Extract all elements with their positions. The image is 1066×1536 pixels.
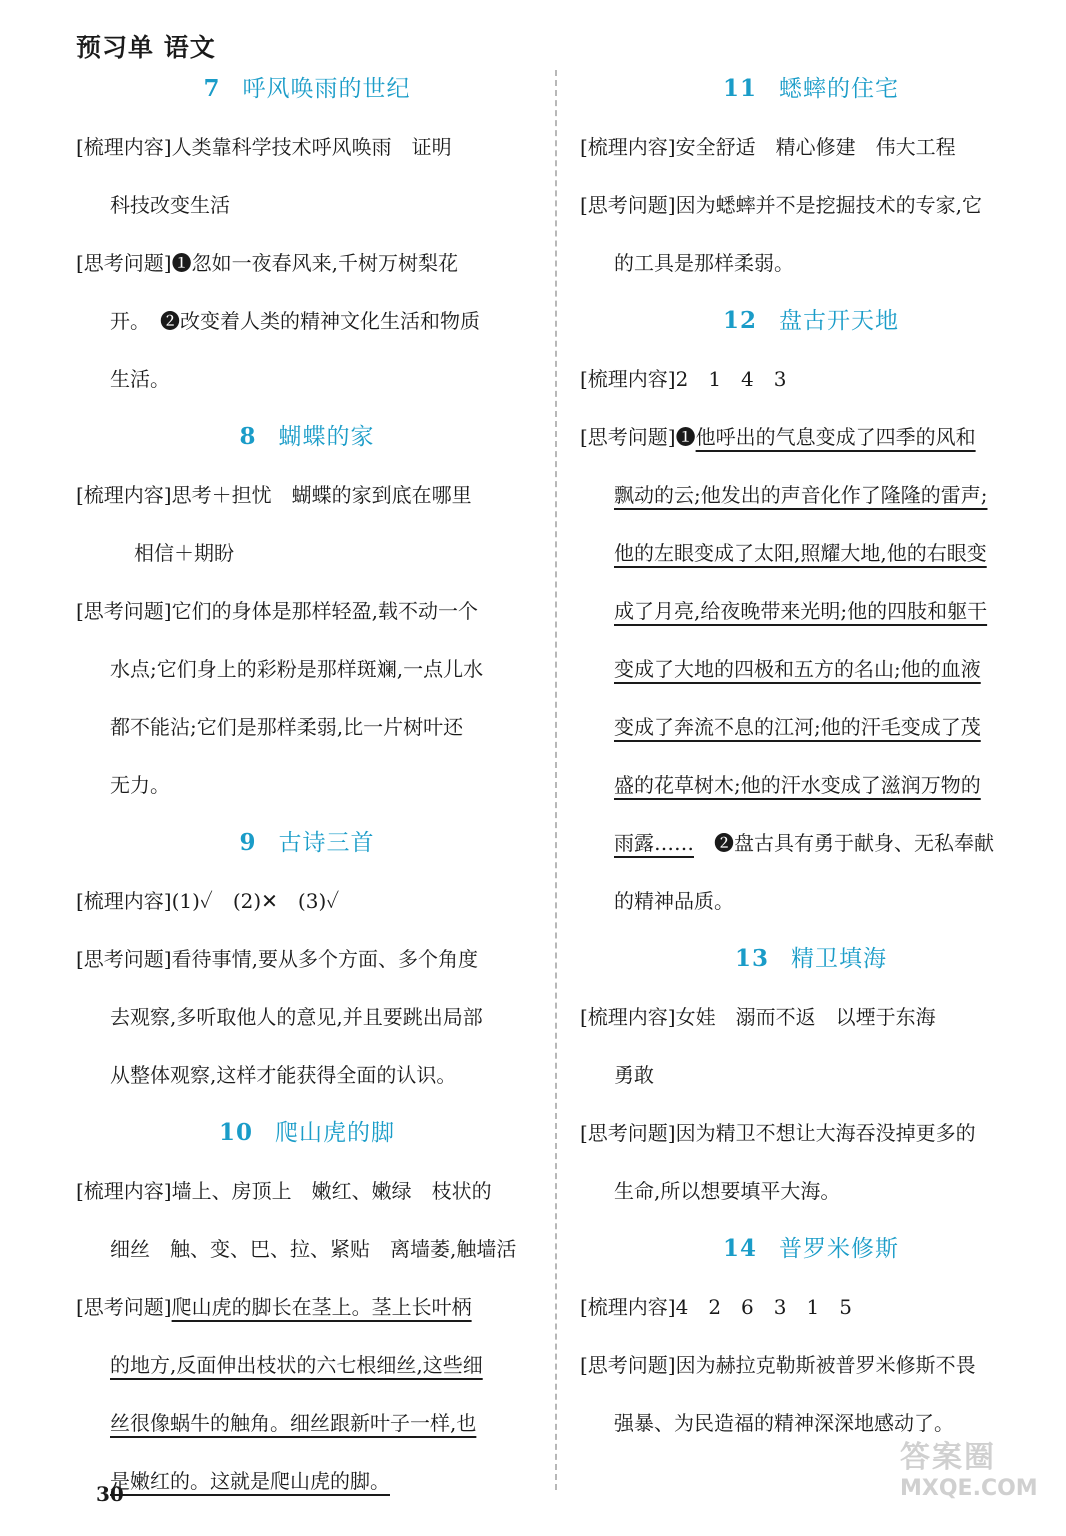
watermark-logo bbox=[900, 1432, 1050, 1522]
text-line: 雨露…… ❷盘古具有勇于献身、无私奉献 bbox=[614, 831, 994, 855]
text-line: 强暴、为民造福的精神深深地感动了。 bbox=[614, 1411, 954, 1435]
question-tag: [思考问题] bbox=[76, 1295, 172, 1319]
underlined-answer: 的地方,反面伸出枝状的六七根细丝,这些细 bbox=[110, 1353, 483, 1377]
text-line: [梳理内容]安全舒适 精心修建 伟大工程 bbox=[580, 135, 956, 159]
section-title-8: 8 蝴蝶的家 bbox=[239, 423, 375, 450]
text-line: 水点;它们身上的彩粉是那样斑斓,一点儿水 bbox=[110, 657, 484, 681]
underlined-answer: 丝很像蜗牛的触角。细丝跟新叶子一样,也 bbox=[110, 1411, 477, 1435]
section-title-11: 11 蟋蟀的住宅 bbox=[722, 75, 899, 102]
watermark-url: MXQE.COM bbox=[900, 1476, 1038, 1501]
underlined-answer: 雨露…… bbox=[614, 831, 694, 855]
text-line: [梳理内容](1)✓ (2)✕ (3)✓ bbox=[76, 889, 340, 913]
text-line bbox=[580, 524, 1042, 582]
underlined-answer: 变成了奔流不息的江河;他的汗毛变成了茂 bbox=[614, 715, 981, 739]
text-line: 细丝 触、变、巴、拉、紧贴 离墙萎,触墙活 bbox=[110, 1237, 517, 1261]
text-line: [梳理内容]2 1 4 3 bbox=[580, 367, 787, 391]
text-line: [梳理内容]人类靠科学技术呼风唤雨 证明 bbox=[76, 135, 452, 159]
text-line: 无力。 bbox=[110, 773, 170, 797]
text-line bbox=[580, 698, 1042, 756]
right-column bbox=[580, 60, 1042, 1452]
text-line: 的精神品质。 bbox=[614, 889, 734, 913]
text-line: 开。 ❷改变着人类的精神文化生活和物质 bbox=[110, 309, 480, 333]
text-line: [梳理内容]4 2 6 3 1 5 bbox=[580, 1295, 852, 1319]
text-line bbox=[76, 1394, 538, 1452]
section-title-9: 9 古诗三首 bbox=[239, 829, 375, 856]
underlined-answer: 他呼出的气息变成了四季的风和 bbox=[695, 425, 976, 449]
text-line: [梳理内容]思考＋担忧 蝴蝶的家到底在哪里 bbox=[76, 483, 472, 507]
section-title-13: 13 精卫填海 bbox=[734, 945, 887, 972]
text-line: [梳理内容]女娃 溺而不返 以堙于东海 bbox=[580, 1005, 936, 1029]
text-line bbox=[580, 582, 1042, 640]
text-line bbox=[580, 408, 1042, 466]
underlined-answer: 是嫩红的。这就是爬山虎的脚。 bbox=[110, 1469, 390, 1493]
underlined-answer: 飘动的云;他发出的声音化作了隆隆的雷声; bbox=[614, 483, 988, 507]
text-line: [思考问题]看待事情,要从多个方面、多个角度 bbox=[76, 947, 478, 971]
text-line: 科技改变生活 bbox=[110, 193, 230, 217]
text-line: [思考问题]它们的身体是那样轻盈,载不动一个 bbox=[76, 599, 478, 623]
underlined-answer: 爬山虎的脚长在茎上。茎上长叶柄 bbox=[171, 1295, 472, 1319]
section-title-14: 14 普罗米修斯 bbox=[722, 1235, 899, 1262]
underlined-answer: 成了月亮,给夜晚带来光明;他的四肢和躯干 bbox=[614, 599, 988, 623]
question-tag: [思考问题]❶ bbox=[580, 425, 696, 449]
text-line bbox=[580, 756, 1042, 814]
text-line bbox=[76, 1452, 538, 1510]
text-line: 勇敢 bbox=[614, 1063, 654, 1087]
text-line bbox=[76, 1278, 538, 1336]
text-line: 相信＋期盼 bbox=[134, 541, 234, 565]
page-header-title: 预习单 语文 bbox=[76, 33, 216, 62]
text-line: 生活。 bbox=[110, 367, 170, 391]
text-line: [梳理内容]墙上、房顶上 嫩红、嫩绿 枝状的 bbox=[76, 1179, 492, 1203]
text-line: [思考问题]因为蟋蟀并不是挖掘技术的专家,它 bbox=[580, 193, 982, 217]
text-line bbox=[580, 640, 1042, 698]
page-number: 30 bbox=[96, 1482, 124, 1506]
underlined-answer: 他的左眼变成了太阳,照耀大地,他的右眼变 bbox=[614, 541, 987, 565]
text-line: 从整体观察,这样才能获得全面的认识。 bbox=[110, 1063, 457, 1087]
column-divider bbox=[555, 70, 557, 1490]
watermark-text: 答案圈 bbox=[900, 1440, 996, 1475]
text-line: [思考问题]❶忽如一夜春风来,千树万树梨花 bbox=[76, 251, 458, 275]
section-title-7: 7 呼风唤雨的世纪 bbox=[203, 75, 411, 102]
text-line: [思考问题]因为赫拉克勒斯被普罗米修斯不畏 bbox=[580, 1353, 976, 1377]
left-column bbox=[76, 60, 538, 1510]
text-line: [思考问题]因为精卫不想让大海吞没掉更多的 bbox=[580, 1121, 976, 1145]
text-line bbox=[76, 1336, 538, 1394]
underlined-answer: 变成了大地的四极和五方的名山;他的血液 bbox=[614, 657, 981, 681]
underlined-answer: 盛的花草树木;他的汗水变成了滋润万物的 bbox=[614, 773, 981, 797]
section-title-10: 10 爬山虎的脚 bbox=[218, 1119, 395, 1146]
text-line: 去观察,多听取他人的意见,并且要跳出局部 bbox=[110, 1005, 483, 1029]
text-line: 的工具是那样柔弱。 bbox=[614, 251, 794, 275]
text-line: 生命,所以想要填平大海。 bbox=[614, 1179, 841, 1203]
section-title-12: 12 盘古开天地 bbox=[722, 307, 899, 334]
text-line: 都不能沾;它们是那样柔弱,比一片树叶还 bbox=[110, 715, 464, 739]
text-line bbox=[580, 466, 1042, 524]
